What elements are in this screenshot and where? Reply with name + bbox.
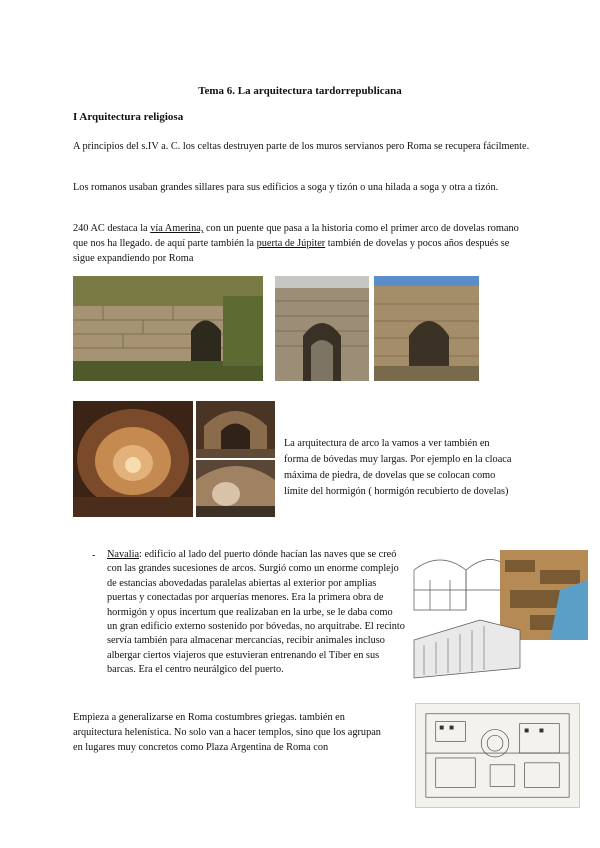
cloaca-interior-photo — [196, 460, 275, 517]
paragraph-text: con un puente que pasa a la historia como el primer arco de dovelas romano que nos ha llegado. de aquí parte también la — [73, 223, 519, 249]
paragraph-celtas: A principios del s.IV a. C. los celtas destruyen parte de los muros servianos pero Roma se recupera fácilmente. — [73, 141, 530, 152]
page-title: Tema 6. La arquitectura tardorrepublicana — [198, 85, 402, 97]
closing-paragraph: Empieza a generalizarse en Roma costumbres griegas. también en arquitectura helenística. No solo van a hacer templos, sino que los agrupan en lugares muy concretos como Plaza Argentina de Roma con — [73, 712, 381, 753]
bullet-marker: - — [92, 550, 96, 561]
navalia-illustrations — [410, 550, 588, 682]
paragraph-sillares: Los romanos usaban grandes sillares para sus edificios a soga y tizón o una hilada a soga y otra a tizón. — [73, 182, 499, 193]
navalia-bullet — [107, 548, 405, 678]
via-amerina-link[interactable]: vía Amerina, — [150, 223, 204, 234]
paragraph-text: 240 AC destaca la — [73, 223, 151, 234]
navalia-text: : edificio al lado del puerto dónde hacían las naves que se creó con las grandes sucesiones de arcos. Surgió como un enorme complejo de estancias abovedadas paralelas abiertas al exterior por amplias puertas y conectadas por arquerías menores. Era la primera obra de hormigón y opus incertum que realizaban en la urbe, se le daba como un gran edificio externo sostenido por bóvedas, no arquitrabe. El recinto servía también para almacenar mercancías, recibir animales incluso albergar ciertos viajeros que estuvieran entrenando el Tíber en sus barcas. Era el centro neurálgico del puerto. — [107, 549, 405, 676]
section-heading: I Arquitectura religiosa — [73, 111, 184, 123]
paragraph-via-amerina — [73, 221, 533, 266]
puerta-jupiter-link[interactable]: puerta de Júpiter — [256, 238, 326, 249]
gate-photo-left — [275, 276, 369, 381]
cloaca-vault-photo — [196, 401, 275, 458]
gate-photo-right — [374, 276, 479, 381]
plaza-argentina-plan — [415, 703, 580, 808]
arch-paragraph: La arquitectura de arco la vamos a ver también en forma de bóvedas muy largas. Por ejemplo en la cloaca máxima de piedra, de dovelas que se colocan como límite del hormigón ( hormigón recubierto de dovelas) — [284, 438, 512, 497]
cloaca-tunnel-photo — [73, 401, 193, 517]
navalia-term-link[interactable]: Navalia — [107, 549, 140, 560]
bridge-photo — [73, 276, 263, 381]
paragraph-text: también de dovelas y pocos años después se sigue expandiendo por Roma — [73, 238, 510, 264]
